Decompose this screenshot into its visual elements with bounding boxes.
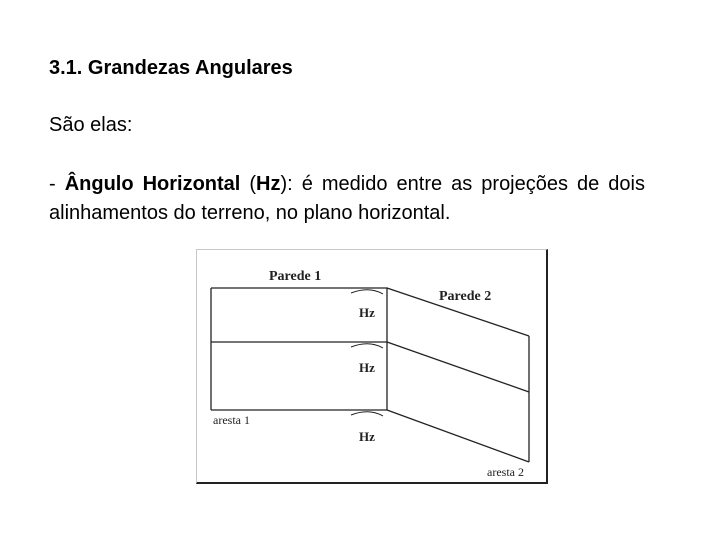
edge-2-label: aresta 2 [487, 465, 524, 479]
wall-1-label: Parede 1 [269, 269, 322, 284]
walls-diagram [197, 250, 546, 482]
horizontal-angle-figure [196, 249, 548, 484]
term-abbreviation: Hz [256, 173, 281, 195]
angle-arc-top [351, 290, 383, 294]
edge-1-label: aresta 1 [213, 413, 250, 427]
abbrev-open: ( [240, 173, 257, 195]
wall-2 [387, 288, 529, 462]
definition-paragraph [49, 170, 645, 227]
angle-arc-middle [351, 344, 383, 348]
abbrev-close: ): [280, 173, 293, 195]
angle-label-bottom: Hz [359, 429, 375, 444]
term-horizontal-angle: Ângulo Horizontal [64, 173, 241, 195]
angle-arc-bottom [351, 412, 383, 416]
section-heading: 3.1. Grandezas Angulares [49, 57, 293, 79]
bullet-prefix: - [49, 173, 65, 195]
wall-2-label: Parede 2 [439, 289, 492, 304]
definition-text: é medido entre as projeções de dois alinhamentos do terreno, no plano horizontal. [49, 173, 645, 224]
angle-label-top: Hz [359, 305, 375, 320]
intro-text: São elas: [49, 114, 133, 136]
angle-label-middle: Hz [359, 360, 375, 375]
